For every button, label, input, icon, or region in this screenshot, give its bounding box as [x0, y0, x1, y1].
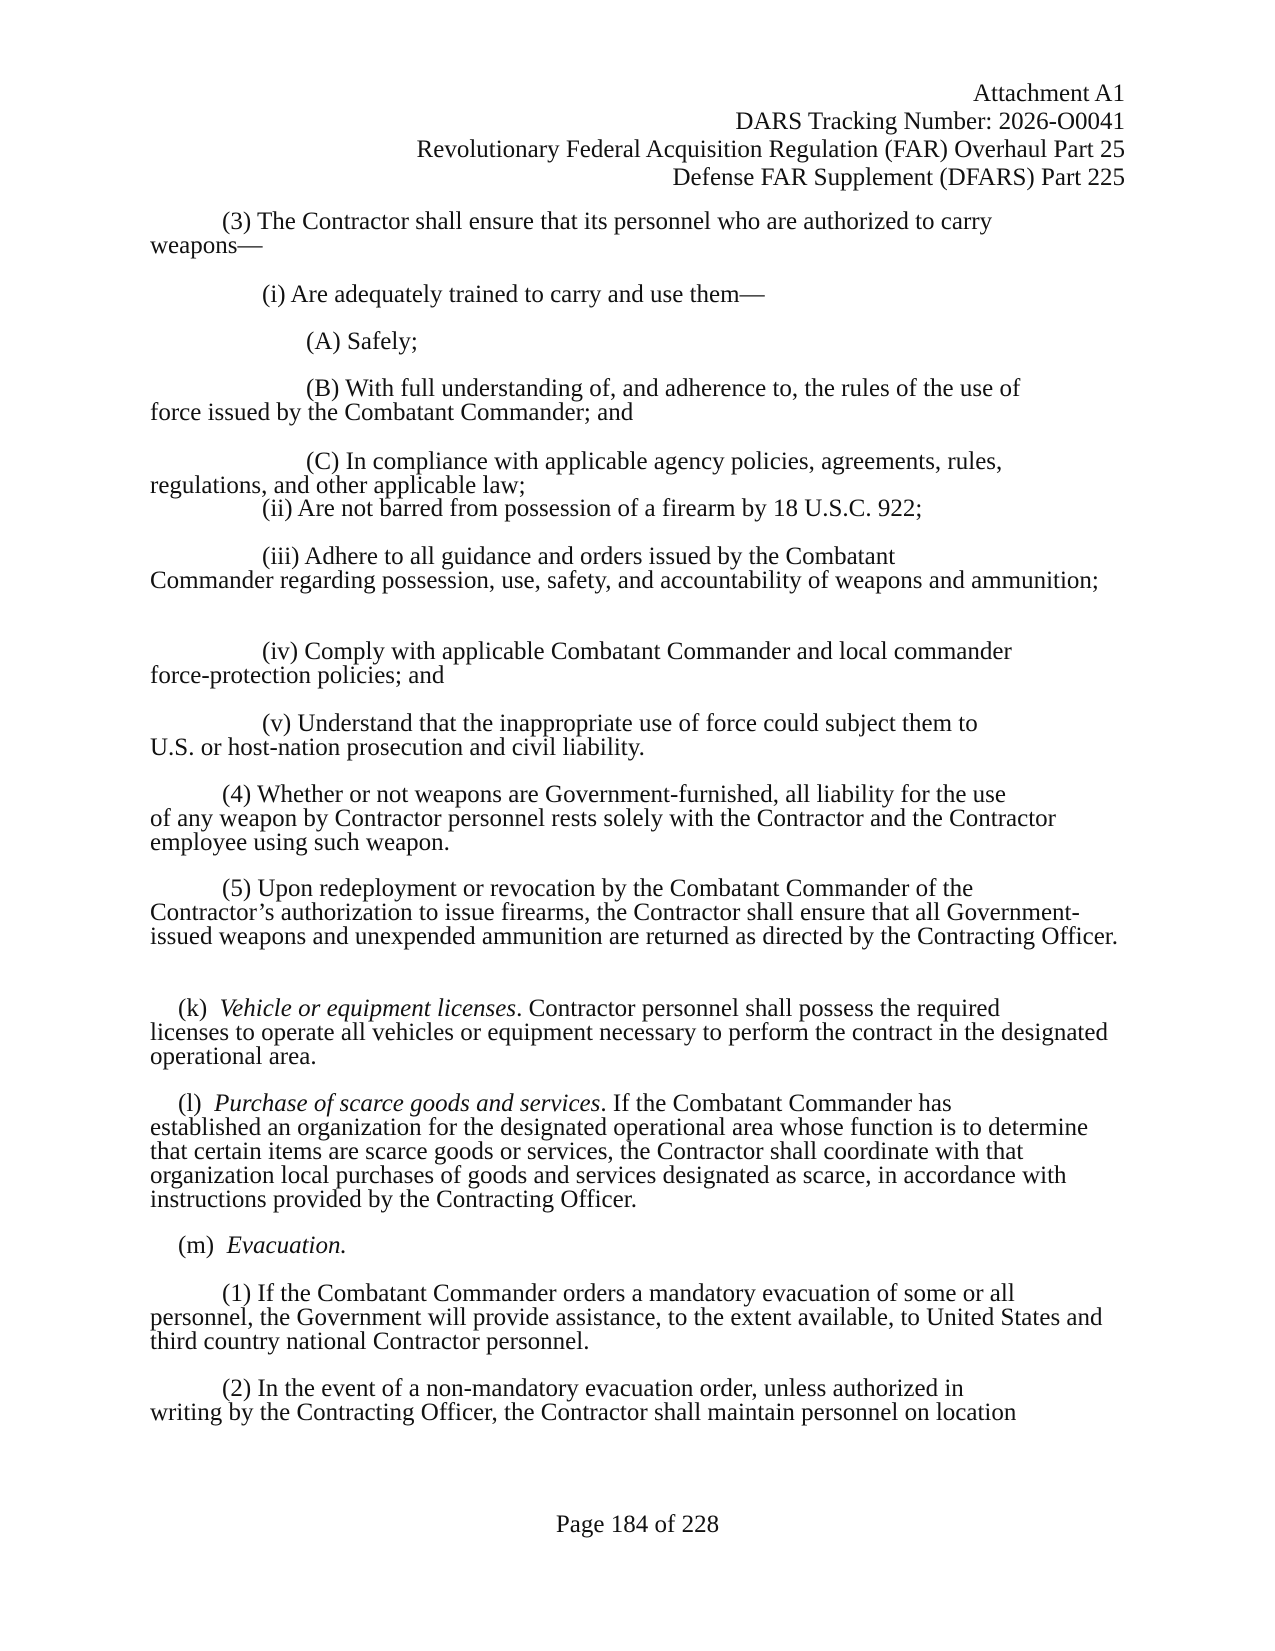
- paragraph-5: (5) Upon redeployment or revocation by the Combatant Commander of the Contractor’s authorization to issue firearms, the Contractor shall ensure that all Government-issued weapons and unexpended ammunition are returned as directed by the Contracting Officer.: [150, 875, 1118, 950]
- paragraph-3-i-a: (A) Safely;: [306, 328, 418, 355]
- paragraph-3-ii: (ii) Are not barred from possession of a firearm by 18 U.S.C. 922;: [262, 495, 923, 522]
- paragraph-3-iv: (iv) Comply with applicable Combatant Commander and local commander force-protection policies; and: [150, 638, 1012, 689]
- paragraph-4: (4) Whether or not weapons are Government-furnished, all liability for the use of any weapon by Contractor personnel rests solely with the Contractor and the Contractor employee using such weapon.: [150, 781, 1057, 856]
- section-heading: Vehicle or equipment licenses: [219, 995, 517, 1022]
- document-header: [417, 80, 1125, 192]
- paragraph-m-2: (2) In the event of a non-mandatory evacuation order, unless authorized in writing by the Contracting Officer, the Contractor shall maintain personnel on location: [150, 1375, 1017, 1426]
- paragraph-3: (3) The Contractor shall ensure that its personnel who are authorized to carry weapons—: [150, 208, 993, 259]
- paragraph-k-vehicle-licenses: (k) Vehicle or equipment licenses. Contractor personnel shall possess the required licenses to operate all vehicles or equipment necessary to perform the contract in the designated operational area.: [150, 995, 1108, 1070]
- paragraph-m-1: (1) If the Combatant Commander orders a mandatory evacuation of some or all personnel, the Government will provide assistance, to the extent available, to United States and third country national Contractor personnel.: [150, 1280, 1103, 1355]
- attachment-label: Attachment A1: [972, 80, 1125, 107]
- paragraph-l-scarce-goods: (l) Purchase of scarce goods and services. If the Combatant Commander has established an organization for the designated operational area whose function is to determine that certain items are scarce goods or services, the Contractor shall coordinate with that organization local purchases of goods and services designated as scarce, in accordance with instructions provided by the Contracting Officer.: [150, 1090, 1089, 1213]
- far-part-title: Revolutionary Federal Acquisition Regulation (FAR) Overhaul Part 25: [416, 136, 1125, 163]
- section-heading: Evacuation.: [226, 1232, 347, 1259]
- page-number: Page 184 of 228: [555, 1511, 720, 1538]
- paragraph-3-iii: (iii) Adhere to all guidance and orders issued by the Combatant Commander regarding possession, use, safety, and accountability of weapons and ammunition;: [150, 543, 1099, 594]
- tracking-number: DARS Tracking Number: 2026-O0041: [735, 108, 1125, 135]
- dfars-part-title: Defense FAR Supplement (DFARS) Part 225: [672, 164, 1125, 191]
- paragraph-m-evacuation: (m) Evacuation.: [178, 1232, 347, 1259]
- paragraph-3-v: (v) Understand that the inappropriate use of force could subject them to U.S. or host-nation prosecution and civil liability.: [150, 710, 978, 761]
- paragraph-3-i-c: (C) In compliance with applicable agency policies, agreements, rules, regulations, and other applicable law;: [150, 448, 1003, 499]
- paragraph-3-i: (i) Are adequately trained to carry and use them—: [262, 281, 765, 308]
- section-heading: Purchase of scarce goods and services: [214, 1090, 601, 1117]
- paragraph-3-i-b: (B) With full understanding of, and adherence to, the rules of the use of force issued by the Combatant Commander; and: [150, 375, 1021, 426]
